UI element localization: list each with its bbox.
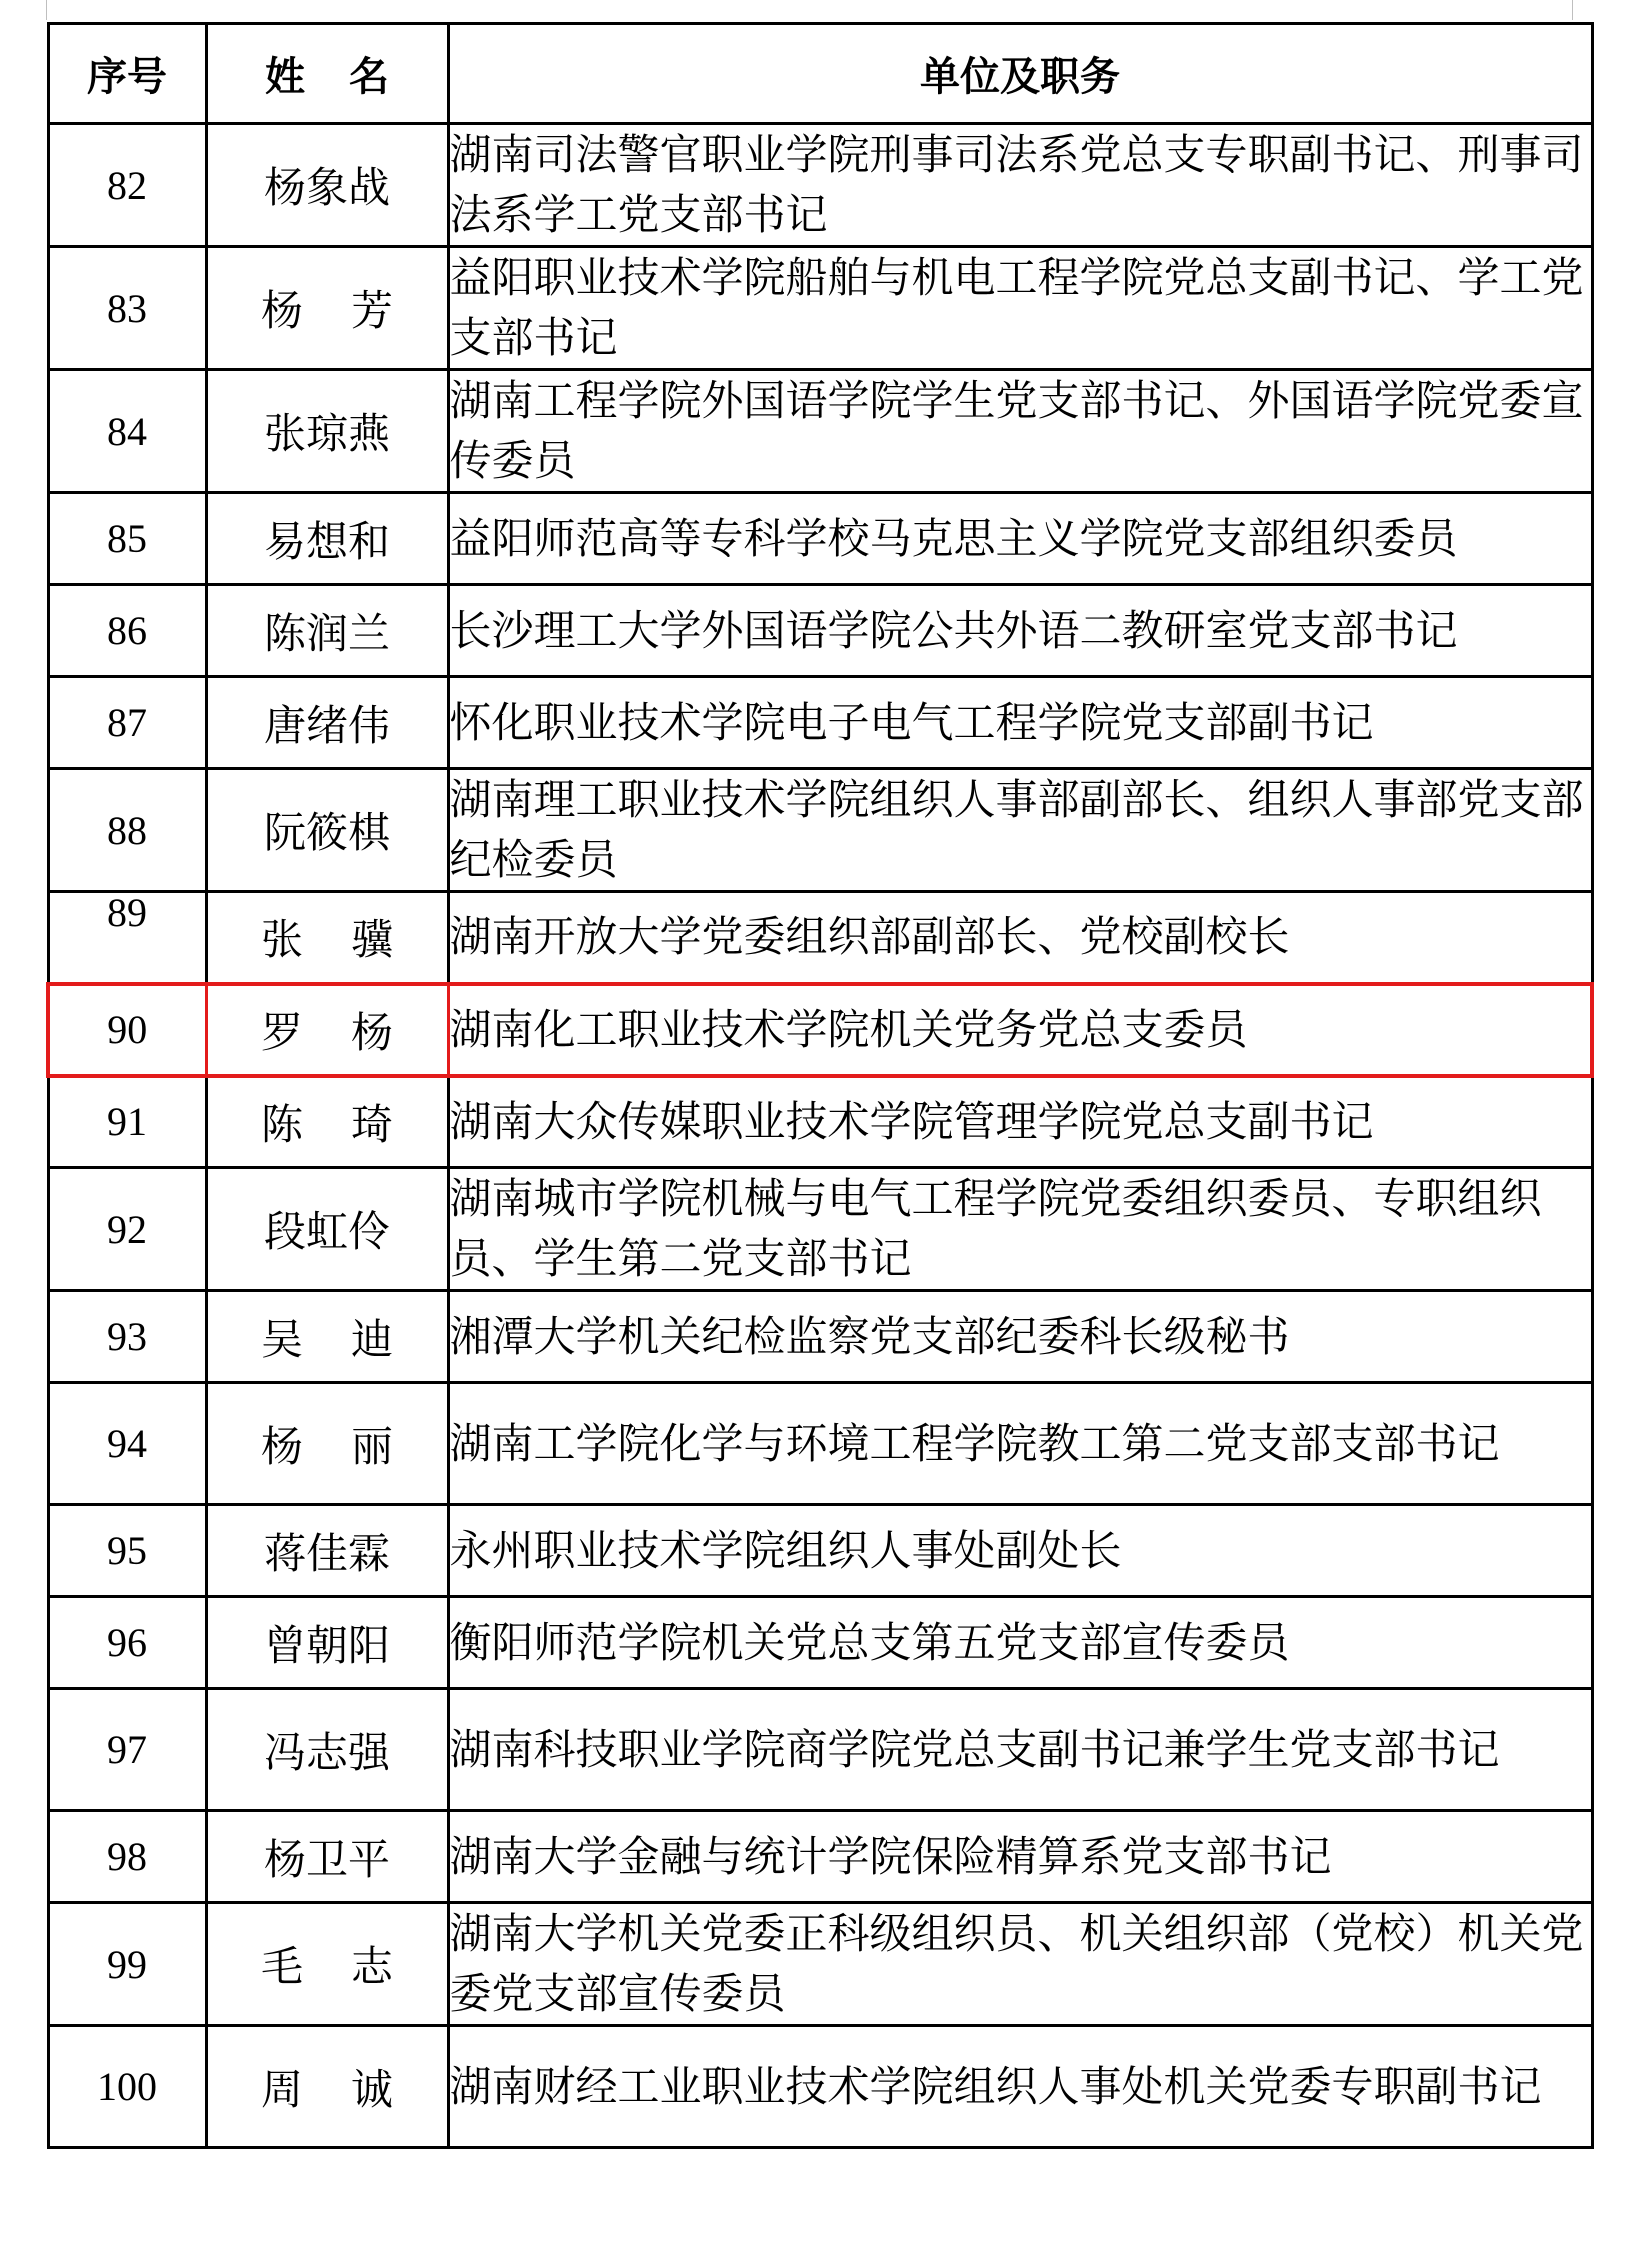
table-row	[48, 1291, 1592, 1383]
unit-and-position: 湖南理工职业技术学院组织人事部副部长、组织人事部党支部纪检委员	[448, 769, 1592, 892]
table-row	[48, 1383, 1592, 1505]
unit-and-position: 长沙理工大学外国语学院公共外语二教研室党支部书记	[448, 585, 1592, 677]
roster-body	[48, 124, 1592, 2148]
row-number: 89	[48, 892, 206, 984]
unit-and-position: 湖南化工职业技术学院机关党务党总支委员	[448, 984, 1592, 1076]
row-number: 85	[48, 493, 206, 585]
person-name: 陈琦	[260, 1099, 441, 1149]
roster-table	[46, 22, 1594, 2149]
person-name: 易想和	[263, 516, 390, 566]
unit-and-position: 湖南大众传媒职业技术学院管理学院党总支副书记	[448, 1076, 1592, 1168]
row-number: 100	[48, 2026, 206, 2148]
row-number: 96	[48, 1597, 206, 1689]
row-number: 83	[48, 247, 206, 370]
unit-and-position: 怀化职业技术学院电子电气工程学院党支部副书记	[448, 677, 1592, 769]
table-row	[48, 1811, 1592, 1903]
person-name: 蒋佳霖	[263, 1528, 390, 1578]
table-row	[48, 1076, 1592, 1168]
row-number: 84	[48, 370, 206, 493]
person-name: 杨卫平	[263, 1834, 390, 1884]
person-name: 唐绪伟	[263, 700, 390, 750]
table-row	[48, 1903, 1592, 2026]
row-number: 94	[48, 1383, 206, 1505]
header-no: 序号	[48, 24, 206, 124]
unit-and-position: 衡阳师范学院机关党总支第五党支部宣传委员	[448, 1597, 1592, 1689]
row-number: 98	[48, 1811, 206, 1903]
table-row	[48, 1689, 1592, 1811]
table-row	[48, 2026, 1592, 2148]
unit-and-position: 湖南工学院化学与环境工程学院教工第二党支部支部书记	[448, 1383, 1592, 1505]
row-number: 91	[48, 1076, 206, 1168]
person-name: 曾朝阳	[263, 1620, 390, 1670]
unit-and-position: 湖南财经工业职业技术学院组织人事处机关党委专职副书记	[448, 2026, 1592, 2148]
table-row	[48, 585, 1592, 677]
person-name: 张琼燕	[263, 409, 390, 458]
person-name: 毛志	[260, 1942, 441, 1991]
header-unit: 单位及职务	[448, 24, 1592, 124]
table-row	[48, 124, 1592, 247]
table-row	[48, 892, 1592, 984]
person-name: 杨芳	[260, 286, 441, 335]
table-row	[48, 1597, 1592, 1689]
row-number: 93	[48, 1291, 206, 1383]
table-row	[48, 769, 1592, 892]
unit-and-position: 湖南科技职业学院商学院党总支副书记兼学生党支部书记	[448, 1689, 1592, 1811]
row-number: 92	[48, 1168, 206, 1291]
unit-and-position: 湘潭大学机关纪检监察党支部纪委科长级秘书	[448, 1291, 1592, 1383]
person-name: 周诚	[260, 2064, 441, 2114]
person-name: 吴迪	[260, 1314, 441, 1364]
row-number: 90	[48, 984, 206, 1076]
header-name: 姓名	[265, 53, 433, 100]
row-number: 97	[48, 1689, 206, 1811]
unit-and-position: 湖南工程学院外国语学院学生党支部书记、外国语学院党委宣传委员	[448, 370, 1592, 493]
person-name: 段虹伶	[263, 1207, 390, 1256]
unit-and-position: 益阳职业技术学院船舶与机电工程学院党总支副书记、学工党支部书记	[448, 247, 1592, 370]
page-edge-left	[46, 0, 47, 20]
person-name: 杨象战	[263, 163, 390, 212]
person-name: 杨丽	[260, 1421, 441, 1471]
page-edge-right	[1572, 0, 1573, 20]
table-row	[48, 1505, 1592, 1597]
unit-and-position: 湖南大学金融与统计学院保险精算系党支部书记	[448, 1811, 1592, 1903]
unit-and-position: 益阳师范高等专科学校马克思主义学院党支部组织委员	[448, 493, 1592, 585]
person-name: 罗杨	[260, 1007, 441, 1057]
header-row	[48, 24, 1592, 124]
row-number: 87	[48, 677, 206, 769]
row-number: 88	[48, 769, 206, 892]
row-number: 82	[48, 124, 206, 247]
person-name: 阮筱棋	[263, 808, 390, 857]
person-name: 陈润兰	[263, 608, 390, 658]
table-row	[48, 677, 1592, 769]
row-number: 95	[48, 1505, 206, 1597]
unit-and-position: 永州职业技术学院组织人事处副处长	[448, 1505, 1592, 1597]
table-row	[48, 1168, 1592, 1291]
unit-and-position: 湖南大学机关党委正科级组织员、机关组织部（党校）机关党委党支部宣传委员	[448, 1903, 1592, 2026]
person-name: 冯志强	[263, 1727, 390, 1777]
row-number: 99	[48, 1903, 206, 2026]
table-row	[48, 984, 1592, 1076]
row-number: 86	[48, 585, 206, 677]
table-row	[48, 247, 1592, 370]
person-name: 张骥	[260, 915, 441, 965]
unit-and-position: 湖南开放大学党委组织部副部长、党校副校长	[448, 892, 1592, 984]
unit-and-position: 湖南城市学院机械与电气工程学院党委组织委员、专职组织员、学生第二党支部书记	[448, 1168, 1592, 1291]
table-row	[48, 370, 1592, 493]
table-row	[48, 493, 1592, 585]
unit-and-position: 湖南司法警官职业学院刑事司法系党总支专职副书记、刑事司法系学工党支部书记	[448, 124, 1592, 247]
